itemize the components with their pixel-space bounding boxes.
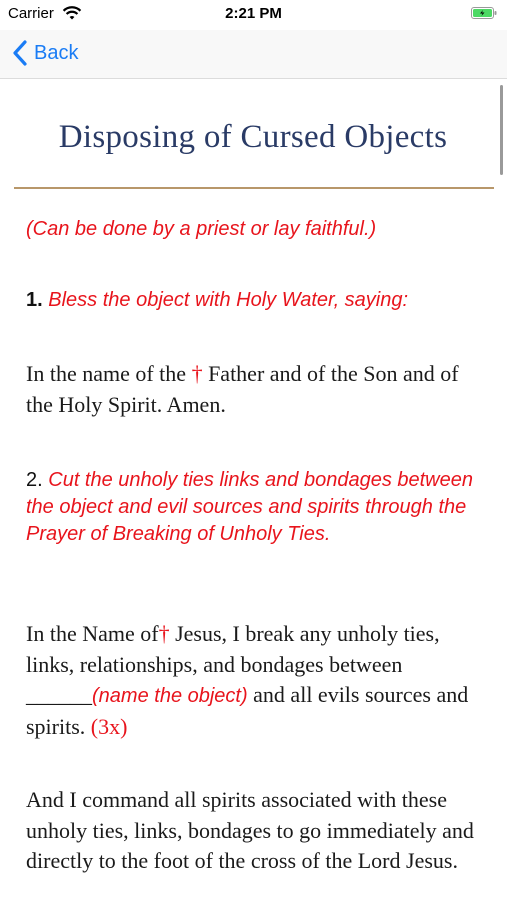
blessing-text-before: In the name of the [26, 361, 187, 386]
cross-icon: † [191, 361, 203, 386]
step-1-text: Bless the object with Holy Water, saying: [48, 289, 409, 311]
placeholder-open-paren: ( [92, 685, 99, 707]
name-blank: ______ [26, 682, 92, 707]
repeat-count: (3x) [90, 713, 128, 739]
title-divider [14, 187, 494, 189]
cross-icon: † [158, 621, 170, 646]
placeholder-close-paren: ) [241, 685, 248, 707]
breaking-text-before: In the Name of [26, 621, 159, 646]
scroll-indicator [500, 85, 503, 175]
command-prayer: And I command all spirits associated with these unholy ties, links, bondages to go immediately and directly to the foot of the cross of the Lord Jesus. [26, 787, 474, 873]
battery-icon [471, 7, 497, 19]
breaking-prayer [26, 619, 486, 742]
blessing-prayer [26, 359, 486, 420]
status-time: 2:21 PM [225, 5, 282, 22]
chevron-left-icon [12, 40, 28, 66]
blessing-text-after: Father and of the Son and of the Holy Spirit. Amen. [26, 361, 459, 417]
back-button[interactable] [12, 36, 78, 70]
navigation-bar [0, 30, 507, 79]
carrier-label: Carrier [8, 5, 54, 22]
status-bar [0, 0, 507, 30]
prayer-content[interactable] [0, 79, 507, 900]
step-2 [26, 467, 486, 548]
back-label: Back [34, 41, 79, 64]
step-1-number: 1. [26, 289, 43, 311]
breaking-text-part2: and all evils sources and spirits. [26, 682, 469, 739]
page-title: Disposing of Cursed Objects [58, 119, 448, 155]
object-placeholder: name the object [98, 685, 241, 707]
breaking-text-part1: Jesus, I break any unholy ties, links, relationships, and bondages between [26, 621, 440, 677]
usage-note: (Can be done by a priest or lay faithful.) [26, 218, 377, 240]
step-2-number: 2. [26, 469, 43, 491]
step-1 [26, 287, 486, 314]
step-2-text: Cut the unholy ties links and bondages between the object and evil sources and spirits through the Prayer of Breaking of Unholy Ties. [26, 469, 473, 545]
